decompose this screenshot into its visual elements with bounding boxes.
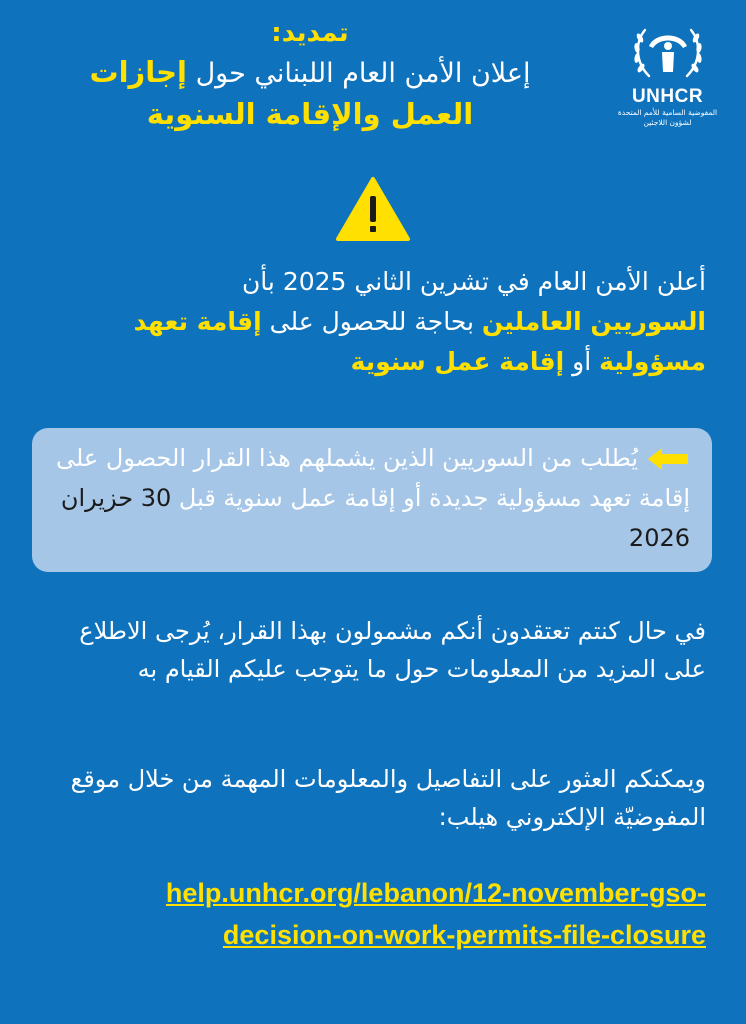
warning-block <box>335 176 411 246</box>
intro-line3 <box>40 342 706 382</box>
unhcr-sub-line1: المفوضية السامية للأمم المتحدة <box>617 108 718 117</box>
unhcr-sub-line2: لشؤون اللاجئين <box>643 118 692 127</box>
intro-line2 <box>40 302 706 342</box>
intro-yellow-syrian-workers: السوريين العاملين <box>481 307 706 336</box>
intro-paragraph <box>40 262 706 382</box>
info-paragraph: في حال كنتم تعتقدون أنكم مشمولون بهذا القرار، يُرجى الاطلاع على المزيد من المعلومات حول ما يتوجب عليكم القيام به <box>79 617 706 683</box>
intro-line1: أعلن الأمن العام في تشرين الثاني 2025 بأن <box>241 267 706 296</box>
help-link[interactable] <box>40 872 706 956</box>
intro-yellow-pledge: إقامة تعهد <box>133 307 262 336</box>
intro-yellow-responsibility: مسؤولية <box>599 347 706 376</box>
warning-triangle-icon <box>335 176 411 242</box>
page-title-line2 <box>20 94 600 136</box>
find-paragraph: ويمكنكم العثور على التفاصيل والمعلومات المهمة من خلال موقع المفوضيّة الإلكتروني هيلب: <box>70 765 706 831</box>
help-link-line1[interactable]: help.unhcr.org/lebanon/12-november-gso- <box>165 878 706 908</box>
unhcr-logo <box>610 22 725 128</box>
intro-yellow-annual-permit: إقامة عمل سنوية <box>350 347 565 376</box>
unhcr-brand: UNHCR <box>631 86 704 107</box>
extension-label: تمديد: <box>271 18 349 48</box>
notice-deadline: 30 حزيران 2026 <box>60 484 690 552</box>
arrow-left-icon <box>646 446 690 472</box>
header <box>20 14 600 136</box>
help-link-line2[interactable]: decision-on-work-permits-file-closure <box>222 920 706 950</box>
title-line2: العمل والإقامة السنوية <box>146 97 474 131</box>
notice-text <box>40 438 690 558</box>
title-part2: إجازات <box>89 55 187 89</box>
title-part1: إعلان الأمن العام اللبناني حول <box>186 58 531 89</box>
intro-white-or: أو <box>564 347 600 376</box>
notice-part1: يُطلب من السوريين الذين يشملهم هذا القرار الحصول على إقامة تعهد مسؤولية جديدة أو إقامة عمل سنوية قبل <box>55 444 690 512</box>
unhcr-emblem-icon <box>631 22 705 84</box>
page-title <box>20 52 600 94</box>
intro-white-need: بحاجة للحصول على <box>261 307 482 336</box>
notice-box <box>32 428 712 572</box>
